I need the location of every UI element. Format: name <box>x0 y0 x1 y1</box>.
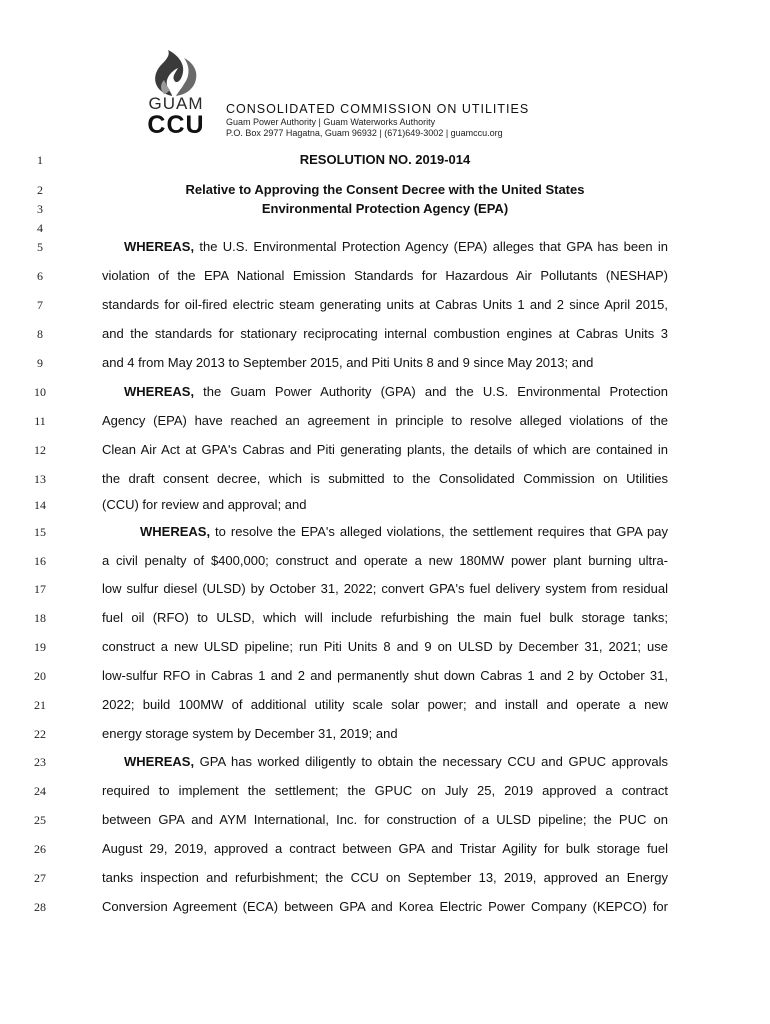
line-text: a civil penalty of $400,000; construct and operate a new 180MW power plant burning ultra- <box>102 553 668 568</box>
line-20 <box>0 666 770 686</box>
line-number: 17 <box>34 582 46 596</box>
line-26 <box>0 839 770 859</box>
line-6 <box>0 266 770 286</box>
line-15 <box>0 522 770 542</box>
line-text: WHEREAS, the U.S. Environmental Protection Agency (EPA) alleges that GPA has been in <box>124 239 668 254</box>
line-number: 21 <box>34 698 46 712</box>
line-13 <box>0 469 770 489</box>
line-number: 11 <box>34 414 46 428</box>
line-22 <box>0 724 770 744</box>
line-number: 13 <box>34 472 46 486</box>
line-text: August 29, 2019, approved a contract between GPA and Tristar Agility for bulk storage fuel <box>102 841 668 856</box>
resolution-title: RESOLUTION NO. 2019-014 <box>299 152 471 167</box>
line-number: 2 <box>37 183 43 197</box>
line-number: 12 <box>34 443 46 457</box>
line-number: 26 <box>34 842 46 856</box>
resolution-subtitle-cont: Environmental Protection Agency (EPA) <box>261 201 509 216</box>
line-number: 25 <box>34 813 46 827</box>
line-18 <box>0 608 770 628</box>
line-text: Agency (EPA) have reached an agreement in principle to resolve alleged violations of the <box>102 413 668 428</box>
line-text: WHEREAS, the Guam Power Authority (GPA) and the U.S. Environmental Protection <box>124 384 668 399</box>
line-text: between GPA and AYM International, Inc. for construction of a ULSD pipeline; the PUC on <box>102 812 668 827</box>
organization-address: P.O. Box 2977 Hagatna, Guam 96932 | (671)649-3002 | guamccu.org <box>226 128 503 138</box>
line-25 <box>0 810 770 830</box>
line-text: Clean Air Act at GPA's Cabras and Piti generating plants, the details of which are contained in <box>102 442 668 457</box>
line-number: 23 <box>34 755 46 769</box>
line-number: 22 <box>34 727 46 741</box>
line-17 <box>0 579 770 599</box>
line-text: construct a new ULSD pipeline; run Piti Units 8 and 9 on ULSD by December 31, 2021; use <box>102 639 668 654</box>
line-number: 14 <box>34 498 46 512</box>
line-number: 28 <box>34 900 46 914</box>
line-11 <box>0 411 770 431</box>
line-text: violation of the EPA National Emission Standards for Hazardous Air Pollutants (NESHAP) <box>102 268 668 283</box>
line-number: 6 <box>37 269 43 283</box>
line-text: tanks inspection and refurbishment; the CCU on September 13, 2019, approved an Energy <box>102 870 668 885</box>
line-text: and 4 from May 2013 to September 2015, and Piti Units 8 and 9 since May 2013; and <box>102 355 594 370</box>
line-number: 27 <box>34 871 46 885</box>
line-number: 4 <box>37 221 43 235</box>
whereas-label: WHEREAS, <box>124 384 195 399</box>
line-text: low sulfur diesel (ULSD) by October 31, 2022; convert GPA's fuel delivery system from residual <box>102 581 668 596</box>
line-number: 16 <box>34 554 46 568</box>
line-number: 15 <box>34 525 46 539</box>
line-16 <box>0 551 770 571</box>
line-text: 2022; build 100MW of additional utility scale solar power; and install and operate a new <box>102 697 668 712</box>
organization-name: CONSOLIDATED COMMISSION ON UTILITIES <box>226 102 530 116</box>
line-number: 18 <box>34 611 46 625</box>
organization-info <box>226 102 529 139</box>
line-28 <box>0 897 770 917</box>
line-number: 1 <box>37 153 43 167</box>
ccu-logo <box>136 50 216 140</box>
line-number: 3 <box>37 202 43 216</box>
line-text: standards for oil-fired electric steam generating units at Cabras Units 1 and 2 since April 2015, <box>102 297 668 312</box>
line-1 <box>0 150 770 170</box>
line-19 <box>0 637 770 657</box>
line-number: 5 <box>37 240 43 254</box>
line-text: Conversion Agreement (ECA) between GPA and Korea Electric Power Company (KEPCO) for <box>102 899 668 914</box>
line-27 <box>0 868 770 888</box>
line-number: 7 <box>37 298 43 312</box>
line-text: low-sulfur RFO in Cabras 1 and 2 and permanently shut down Cabras 1 and 2 by October 31, <box>102 668 668 683</box>
logo-guam-text: GUAM <box>148 94 204 113</box>
logo-ccu-text: CCU <box>147 111 205 139</box>
line-number: 20 <box>34 669 46 683</box>
line-12 <box>0 440 770 460</box>
line-text: (CCU) for review and approval; and <box>102 497 307 512</box>
whereas-label: WHEREAS, <box>124 754 195 769</box>
line-10 <box>0 382 770 402</box>
line-text: WHEREAS, to resolve the EPA's alleged violations, the settlement requires that GPA pay <box>140 524 668 539</box>
line-number: 10 <box>34 385 46 399</box>
line-23 <box>0 752 770 772</box>
line-text: the draft consent decree, which is submitted to the Consolidated Commission on Utilities <box>102 471 668 486</box>
whereas-label: WHEREAS, <box>124 239 195 254</box>
line-text: fuel oil (RFO) to ULSD, which will include refurbishing the main fuel bulk storage tanks; <box>102 610 668 625</box>
resolution-subtitle: Relative to Approving the Consent Decree with the United States <box>185 182 585 197</box>
line-14 <box>0 495 770 515</box>
letterhead <box>136 50 616 140</box>
line-text: energy storage system by December 31, 2019; and <box>102 726 398 741</box>
line-2 <box>0 180 770 200</box>
organization-authorities: Guam Power Authority | Guam Waterworks Authority <box>226 117 436 127</box>
flame-water-logo-icon <box>142 50 206 98</box>
line-9 <box>0 353 770 373</box>
line-8 <box>0 324 770 344</box>
line-text: required to implement the settlement; the GPUC on July 25, 2019 approved a contract <box>102 783 668 798</box>
line-24 <box>0 781 770 801</box>
line-number: 8 <box>37 327 43 341</box>
line-number: 19 <box>34 640 46 654</box>
whereas-label: WHEREAS, <box>140 524 211 539</box>
line-number: 9 <box>37 356 43 370</box>
line-text: and the standards for stationary reciprocating internal combustion engines at Cabras Units 3 <box>102 326 668 341</box>
line-text: WHEREAS, GPA has worked diligently to obtain the necessary CCU and GPUC approvals <box>124 754 668 769</box>
line-number: 24 <box>34 784 46 798</box>
line-7 <box>0 295 770 315</box>
line-4 <box>0 218 770 238</box>
line-5 <box>0 237 770 257</box>
line-3 <box>0 199 770 219</box>
line-21 <box>0 695 770 715</box>
